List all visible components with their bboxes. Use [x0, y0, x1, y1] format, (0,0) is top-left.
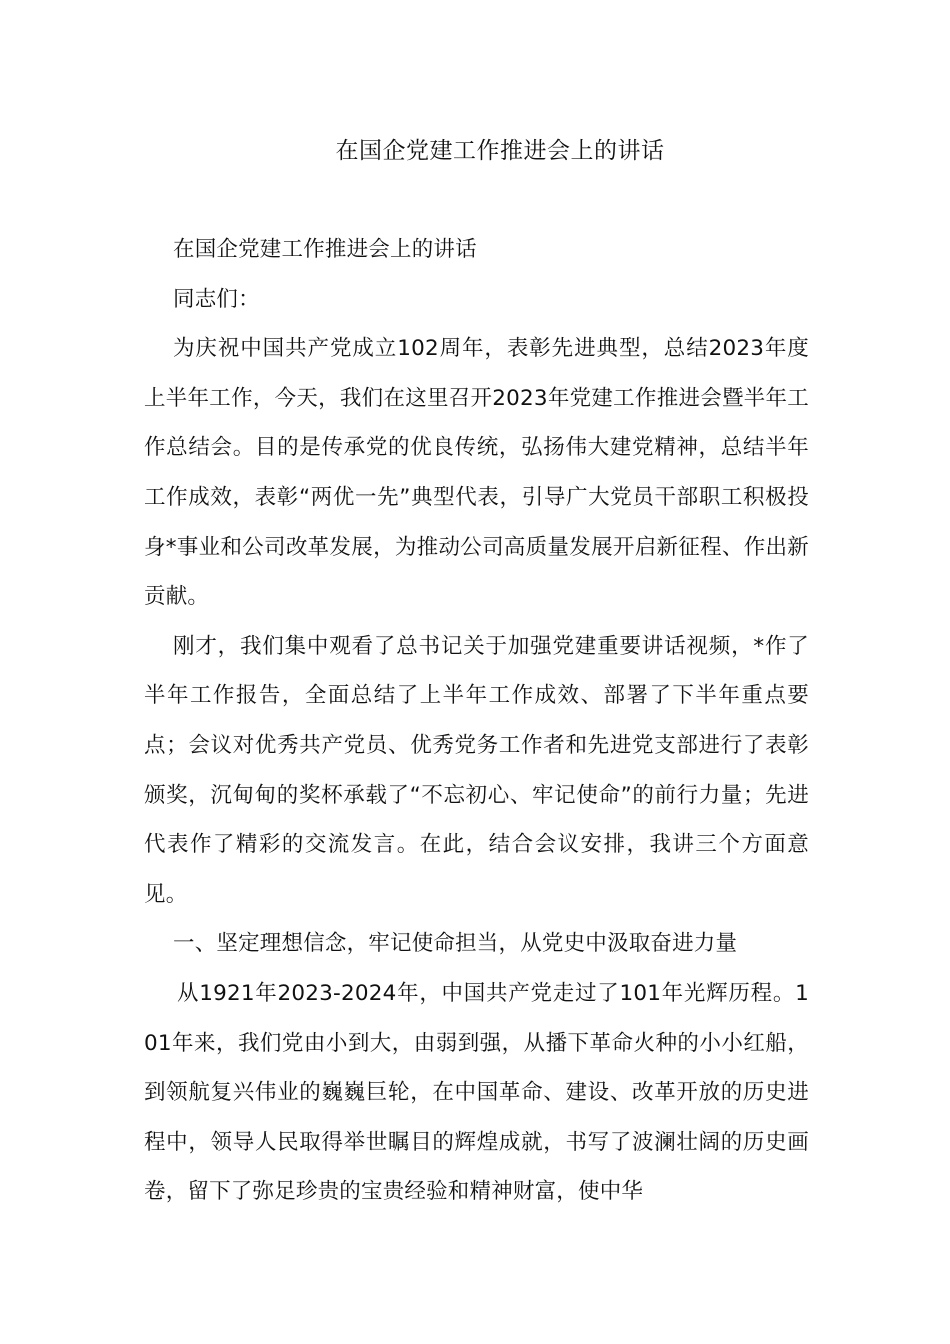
paragraph-meeting-review: 刚才，我们集中观看了总书记关于加强党建重要讲话视频，*作了半年工作报告，全面总结了上半年工作成效、部署了下半年重点要点；会议对优秀共产党员、优秀党务工作者和先进党支部进行了表彰颁奖，沉甸甸的奖杯承载了“不忘初心、牢记使命”的前行力量；先进代表作了精彩的交流发言。在此，结合会议安排，我讲三个方面意见。 — [144, 633, 809, 907]
section-heading-one: 一、坚定理想信念，牢记使命担当，从党史中汲取奋进力量 — [173, 931, 738, 957]
paragraph-purpose: 为庆祝中国共产党成立102周年，表彰先进典型，总结2023年度上半年工作，今天，我们在这里召开2023年党建工作推进会暨半年工作总结会。目的是传承党的优良传统，弘扬伟大建党精神，总结半年工作成效，表彰“两优一先”典型代表，引导广大党员干部职工积极投身*事业和公司改革发展，为推动公司高质量发展开启新征程、作出新贡献。 — [144, 336, 809, 610]
document-title: 在国企党建工作推进会上的讲话 — [335, 138, 665, 164]
paragraph-salutation: 同志们： — [173, 286, 260, 312]
paragraph-subtitle: 在国企党建工作推进会上的讲话 — [173, 237, 477, 262]
document-body — [144, 225, 809, 1217]
paragraph-party-history: 从1921年2023-2024年，中国共产党走过了101年光辉历程。101年来，我们党由小到大，由弱到强，从播下革命火种的小小红船，到领航复兴伟业的巍巍巨轮，在中国革命、建设、改革开放的历史进程中，领导人民取得举世瞩目的辉煌成就，书写了波澜壮阔的历史画卷，留下了弥足珍贵的宝贵经验和精神财富，使中华 — [144, 980, 809, 1205]
